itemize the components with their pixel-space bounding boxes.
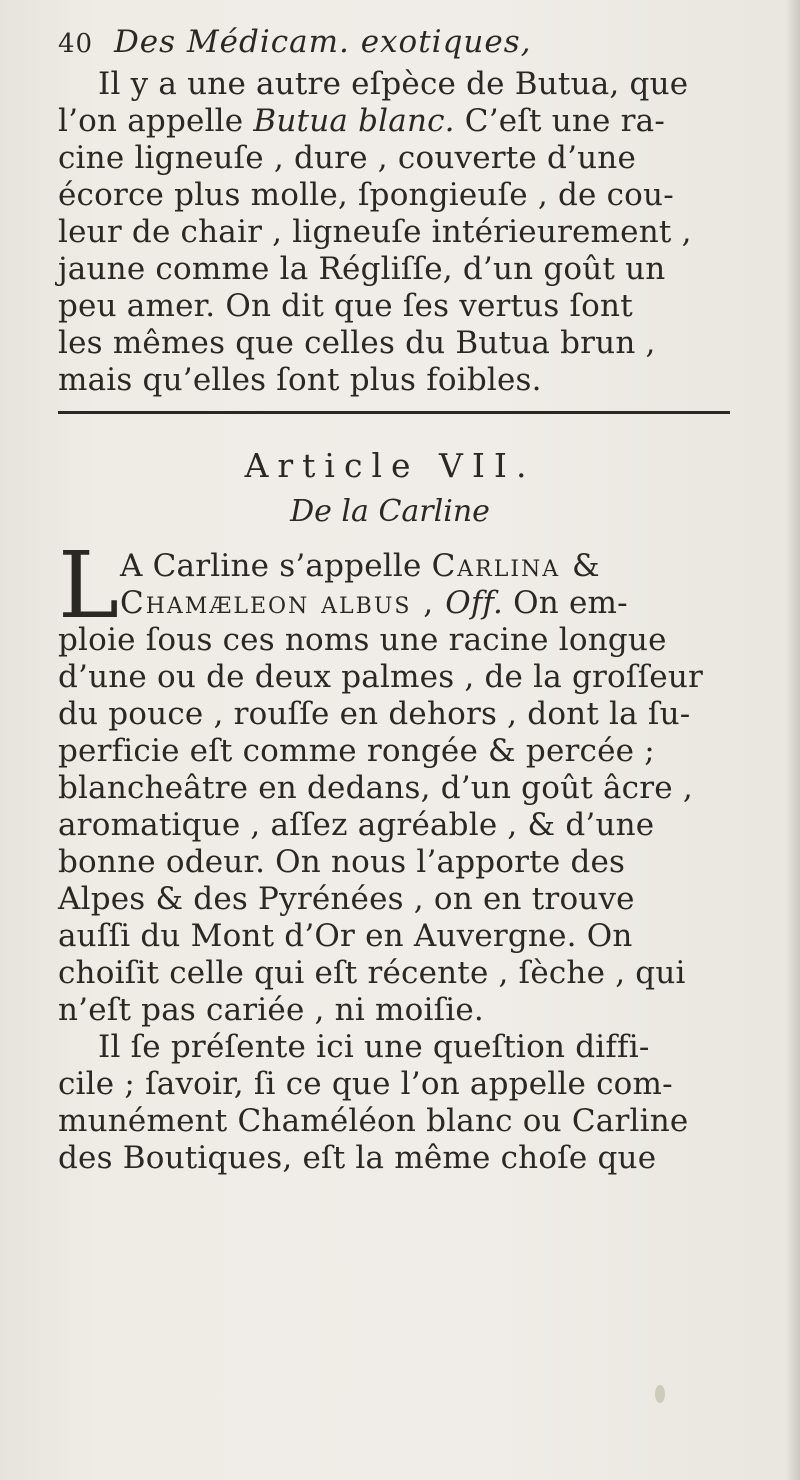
- text-line: leur de chair , ligneuſe intérieurement ,: [58, 214, 692, 250]
- text-line: aromatique , aſſez agréable , & d’une: [58, 807, 655, 843]
- text-line: Il y a une autre eſpèce de Butua, que: [98, 66, 689, 102]
- section-divider-rule: [58, 411, 730, 414]
- drop-cap: L: [58, 532, 120, 639]
- text-line: Chamæleon albus , Off. On em-: [120, 585, 628, 621]
- page-edge-shadow: [786, 0, 800, 1480]
- paragraph-question: [58, 1029, 782, 1177]
- paragraph-butua-blanc: [58, 66, 782, 399]
- text-line: auſſi du Mont d’Or en Auvergne. On: [58, 918, 633, 954]
- page-number: 40: [58, 29, 94, 59]
- text-line: blancheâtre en dedans, d’un goût âcre ,: [58, 770, 693, 806]
- italic-abbrev: Off.: [445, 585, 504, 621]
- running-head-title: Des Médicam. exotiques,: [113, 24, 532, 60]
- text-line: choiſit celle qui eſt récente , ſèche , qui: [58, 955, 686, 991]
- text-line: A Carline s’appelle Carlina &: [120, 548, 602, 584]
- text-line: écorce plus molle, ſpongieuſe , de cou-: [58, 177, 674, 213]
- text-line: du pouce , rouſſe en dehors , dont la ſu-: [58, 696, 691, 732]
- text-line: n’eſt pas cariée , ni moiſie.: [58, 992, 484, 1028]
- text-line: jaune comme la Régliſſe, d’un goût un: [58, 251, 666, 287]
- text-line: les mêmes que celles du Butua brun ,: [58, 325, 656, 361]
- running-head: [58, 22, 782, 66]
- text-line: l’on appelle Butua blanc. C’eſt une ra-: [58, 103, 665, 139]
- article-heading: Article VII.: [244, 446, 536, 485]
- text-line: ploie ſous ces noms une racine longue: [58, 622, 667, 658]
- article-subheading: De la Carline: [290, 494, 490, 529]
- text-line: cile ; ſavoir, ſi ce que l’on appelle com-: [58, 1066, 673, 1102]
- text-line: Il ſe préſente ici une queſtion diffi-: [98, 1029, 650, 1065]
- text-line: bonne odeur. On nous l’apporte des: [58, 844, 626, 880]
- text-line: des Boutiques, eſt la même choſe que: [58, 1140, 657, 1176]
- paragraph-carline: [58, 532, 782, 1029]
- text-line: cine ligneuſe , dure , couverte d’une: [58, 140, 637, 176]
- latin-name: Chamæleon albus ,: [120, 585, 436, 621]
- text-line: d’une ou de deux palmes , de la groſſeur: [58, 659, 703, 695]
- italic-term: Butua blanc.: [253, 103, 455, 139]
- paper-stain: [655, 1385, 665, 1403]
- page-text-block: [58, 22, 782, 1177]
- text-line: munément Chaméléon blanc ou Carline: [58, 1103, 689, 1139]
- text-line: mais qu’elles ſont plus foibles.: [58, 362, 542, 398]
- text-line: peu amer. On dit que ſes vertus ſont: [58, 288, 633, 324]
- text-line: perficie eſt comme rongée & percée ;: [58, 733, 655, 769]
- text-line: Alpes & des Pyrénées , on en trouve: [58, 881, 635, 917]
- latin-name: Carlina &: [431, 548, 602, 584]
